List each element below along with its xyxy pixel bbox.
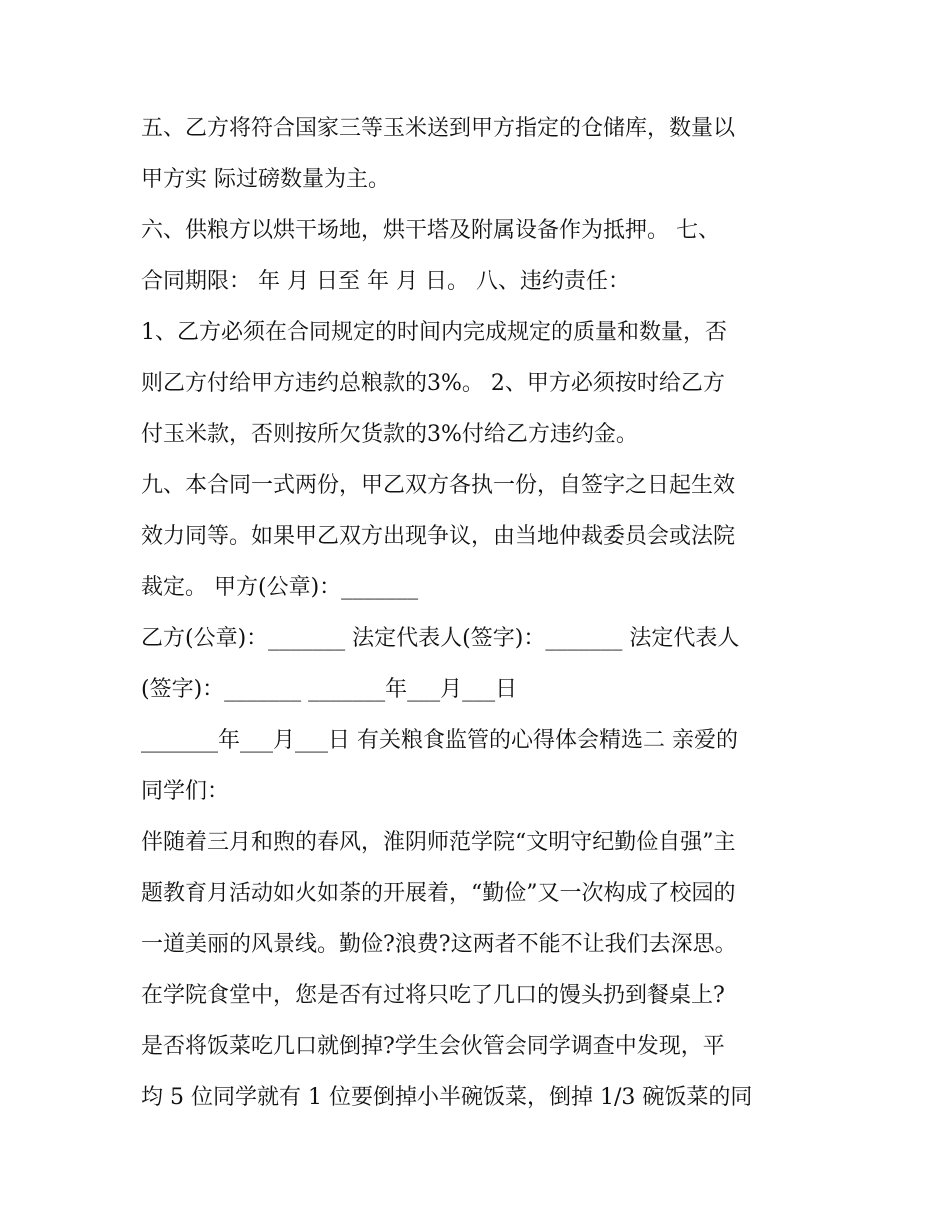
text-line: 合同期限： 年 月 日至 年 月 日。 八、违约责任： [141, 269, 630, 294]
text-line: 1、乙方必须在合同规定的时间内完成规定的质量和数量，否 [141, 320, 727, 345]
document-body [141, 103, 821, 1123]
text-line: 均 5 位同学就有 1 位要倒掉小半碗饭菜，倒掉 1/3 碗饭菜的同 [141, 1085, 753, 1110]
text-line: 裁定。 甲方(公章)：_______ [141, 575, 419, 600]
text-line: 伴随着三月和煦的春风，淮阴师范学院“文明守纪勤俭自强”主 [141, 830, 736, 855]
text-line: 一道美丽的风景线。勤俭?浪费?这两者不能不让我们去深思。 [141, 932, 737, 957]
text-line: 五、乙方将符合国家三等玉米送到甲方指定的仓储库，数量以 [141, 116, 736, 141]
text-line: _______年___月___日 有关粮食监管的心得体会精选二 亲爱的 [141, 728, 738, 753]
text-line: 六、供粮方以烘干场地，烘干塔及附属设备作为抵押。 七、 [141, 218, 720, 243]
text-line: 题教育月活动如火如荼的开展着，“勤俭”又一次构成了校园的 [141, 881, 736, 906]
text-line: 甲方实 际过磅数量为主。 [141, 167, 390, 192]
text-line: 效力同等。如果甲乙双方出现争议，由当地仲裁委员会或法院 [141, 524, 736, 549]
text-line: 则乙方付给甲方违约总粮款的3%。 2、甲方必须按时给乙方 [141, 371, 725, 396]
text-line: 乙方(公章)：_______ 法定代表人(签字)：_______ 法定代表人 [141, 626, 740, 651]
text-line: (签字)：_______ _______年___月___日 [141, 677, 518, 702]
text-line: 同学们： [141, 779, 230, 804]
text-line: 九、本合同一式两份，甲乙双方各执一份，自签字之日起生效 [141, 473, 736, 498]
text-line: 在学院食堂中，您是否有过将只吃了几口的馒头扔到餐桌上? [141, 983, 725, 1008]
text-line: 是否将饭菜吃几口就倒掉?学生会伙管会同学调查中发现，平 [141, 1034, 725, 1059]
text-line: 付玉米款，否则按所欠货款的3%付给乙方违约金。 [141, 422, 638, 447]
